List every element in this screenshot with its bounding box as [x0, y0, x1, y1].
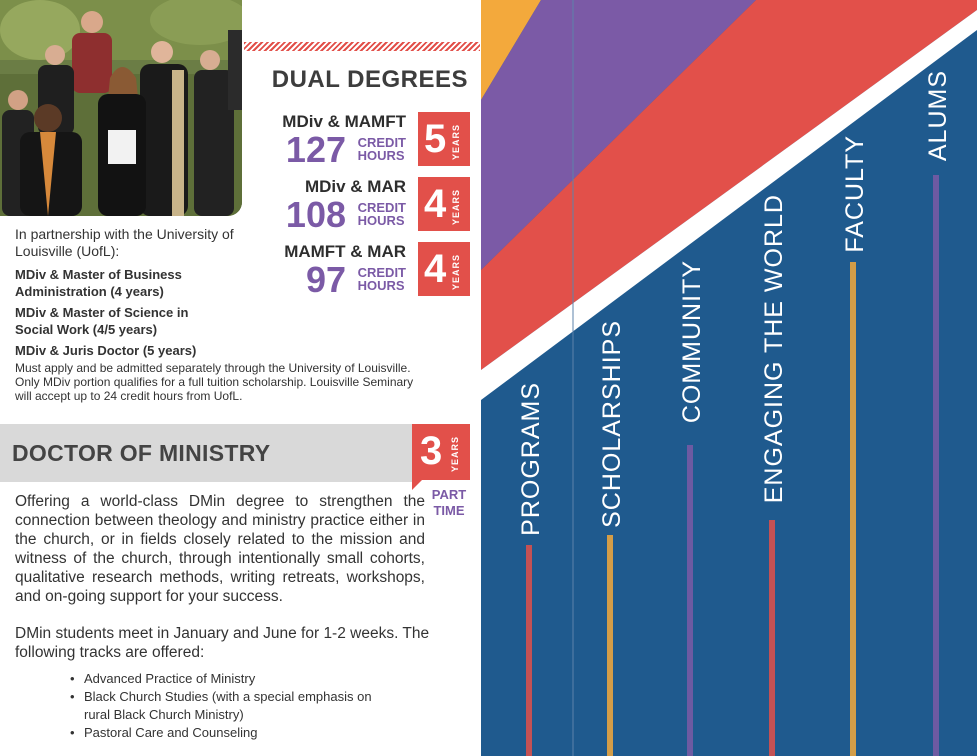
credit-hours-unit-line2: HOURS: [357, 278, 405, 293]
years-value: 4: [424, 182, 447, 226]
credit-hours-unit-line2: HOURS: [357, 148, 405, 163]
section-tabs-panel: [481, 0, 977, 756]
credit-hours-value: 97: [305, 259, 346, 300]
tab-faculty[interactable]: FACULTY: [841, 135, 869, 253]
dmin-description: Offering a world-class DMin degree to strengthen the connection between theology and ministry practice either in the church, or in fields closely related to the mission and witness of the church, through intentionally small cohorts, qualitative research methods, writing retreats, workshops, and on-going support for your success.: [15, 493, 425, 605]
years-label: YEARS: [450, 436, 460, 473]
tab-alums[interactable]: ALUMS: [924, 70, 952, 162]
tab-scholarships[interactable]: SCHOLARSHIPS: [598, 320, 626, 528]
decorative-hatch-rule: [244, 42, 480, 51]
part-time-label: PART TIME: [431, 487, 467, 518]
years-badge: [418, 177, 470, 231]
partnership-degree-item: MDiv & Juris Doctor (5 years): [15, 343, 197, 358]
panel-background: [481, 0, 977, 756]
credit-hours-value: 108: [285, 194, 346, 235]
years-label: YEARS: [451, 254, 461, 291]
years-value: 5: [424, 117, 447, 161]
tab-community[interactable]: COMMUNITY: [678, 260, 706, 424]
years-badge: [418, 112, 470, 166]
partnership-intro: In partnership with the University of Louisville (UofL):: [15, 226, 234, 259]
credit-hours-unit-line1: CREDIT: [357, 200, 406, 215]
credit-hours-unit-line1: CREDIT: [357, 265, 406, 280]
credit-hours-unit: [358, 136, 406, 162]
years-badge: [412, 424, 470, 480]
list-item: • Advanced Practice of Ministry: [70, 670, 470, 688]
uofl-partnership-section: [15, 226, 475, 403]
list-item: • Pastoral Care and Counseling: [70, 724, 470, 742]
years-label: YEARS: [451, 189, 461, 226]
years-value: 4: [424, 247, 447, 291]
graduation-photo: [0, 0, 242, 216]
years-label: YEARS: [451, 124, 461, 161]
credit-hours-unit-line1: CREDIT: [357, 135, 406, 150]
partnership-degree-item: MDiv & Master of Science in Social Work (4/5 years): [15, 305, 189, 337]
list-item: • Black Church Studies (with a special emphasis on rural Black Church Ministry): [70, 688, 394, 724]
dual-degrees-title: DUAL DEGREES: [271, 66, 468, 93]
credit-hours-value: 127: [285, 129, 346, 170]
tab-engaging-the-world[interactable]: ENGAGING THE WORLD: [760, 194, 788, 504]
dmin-schedule: DMin students meet in January and June for 1-2 weeks. The following tracks are offered:: [15, 625, 430, 661]
years-value: 3: [420, 429, 443, 473]
credit-hours-unit-line2: HOURS: [357, 213, 405, 228]
dmin-title: DOCTOR OF MINISTRY: [12, 440, 271, 466]
degree-name: MDiv & MAMFT: [282, 112, 406, 131]
graduation-photo-illustration: [0, 0, 242, 216]
dual-degree-entry: [244, 112, 470, 174]
degree-name: MDiv & MAR: [304, 177, 406, 196]
tab-programs[interactable]: PROGRAMS: [517, 382, 545, 536]
credit-hours-unit: [358, 201, 406, 227]
degree-name: MAMFT & MAR: [284, 242, 406, 261]
dmin-tracks-list: [70, 670, 470, 742]
partnership-note: Must apply and be admitted separately through the University of Louisville. Only MDiv portion qualifies for a full tuition scholarship. Louisville Seminary will accept up to 24 credit hours from UofL.: [15, 361, 414, 403]
partnership-degree-item: MDiv & Master of Business Administration (4 years): [15, 267, 182, 299]
